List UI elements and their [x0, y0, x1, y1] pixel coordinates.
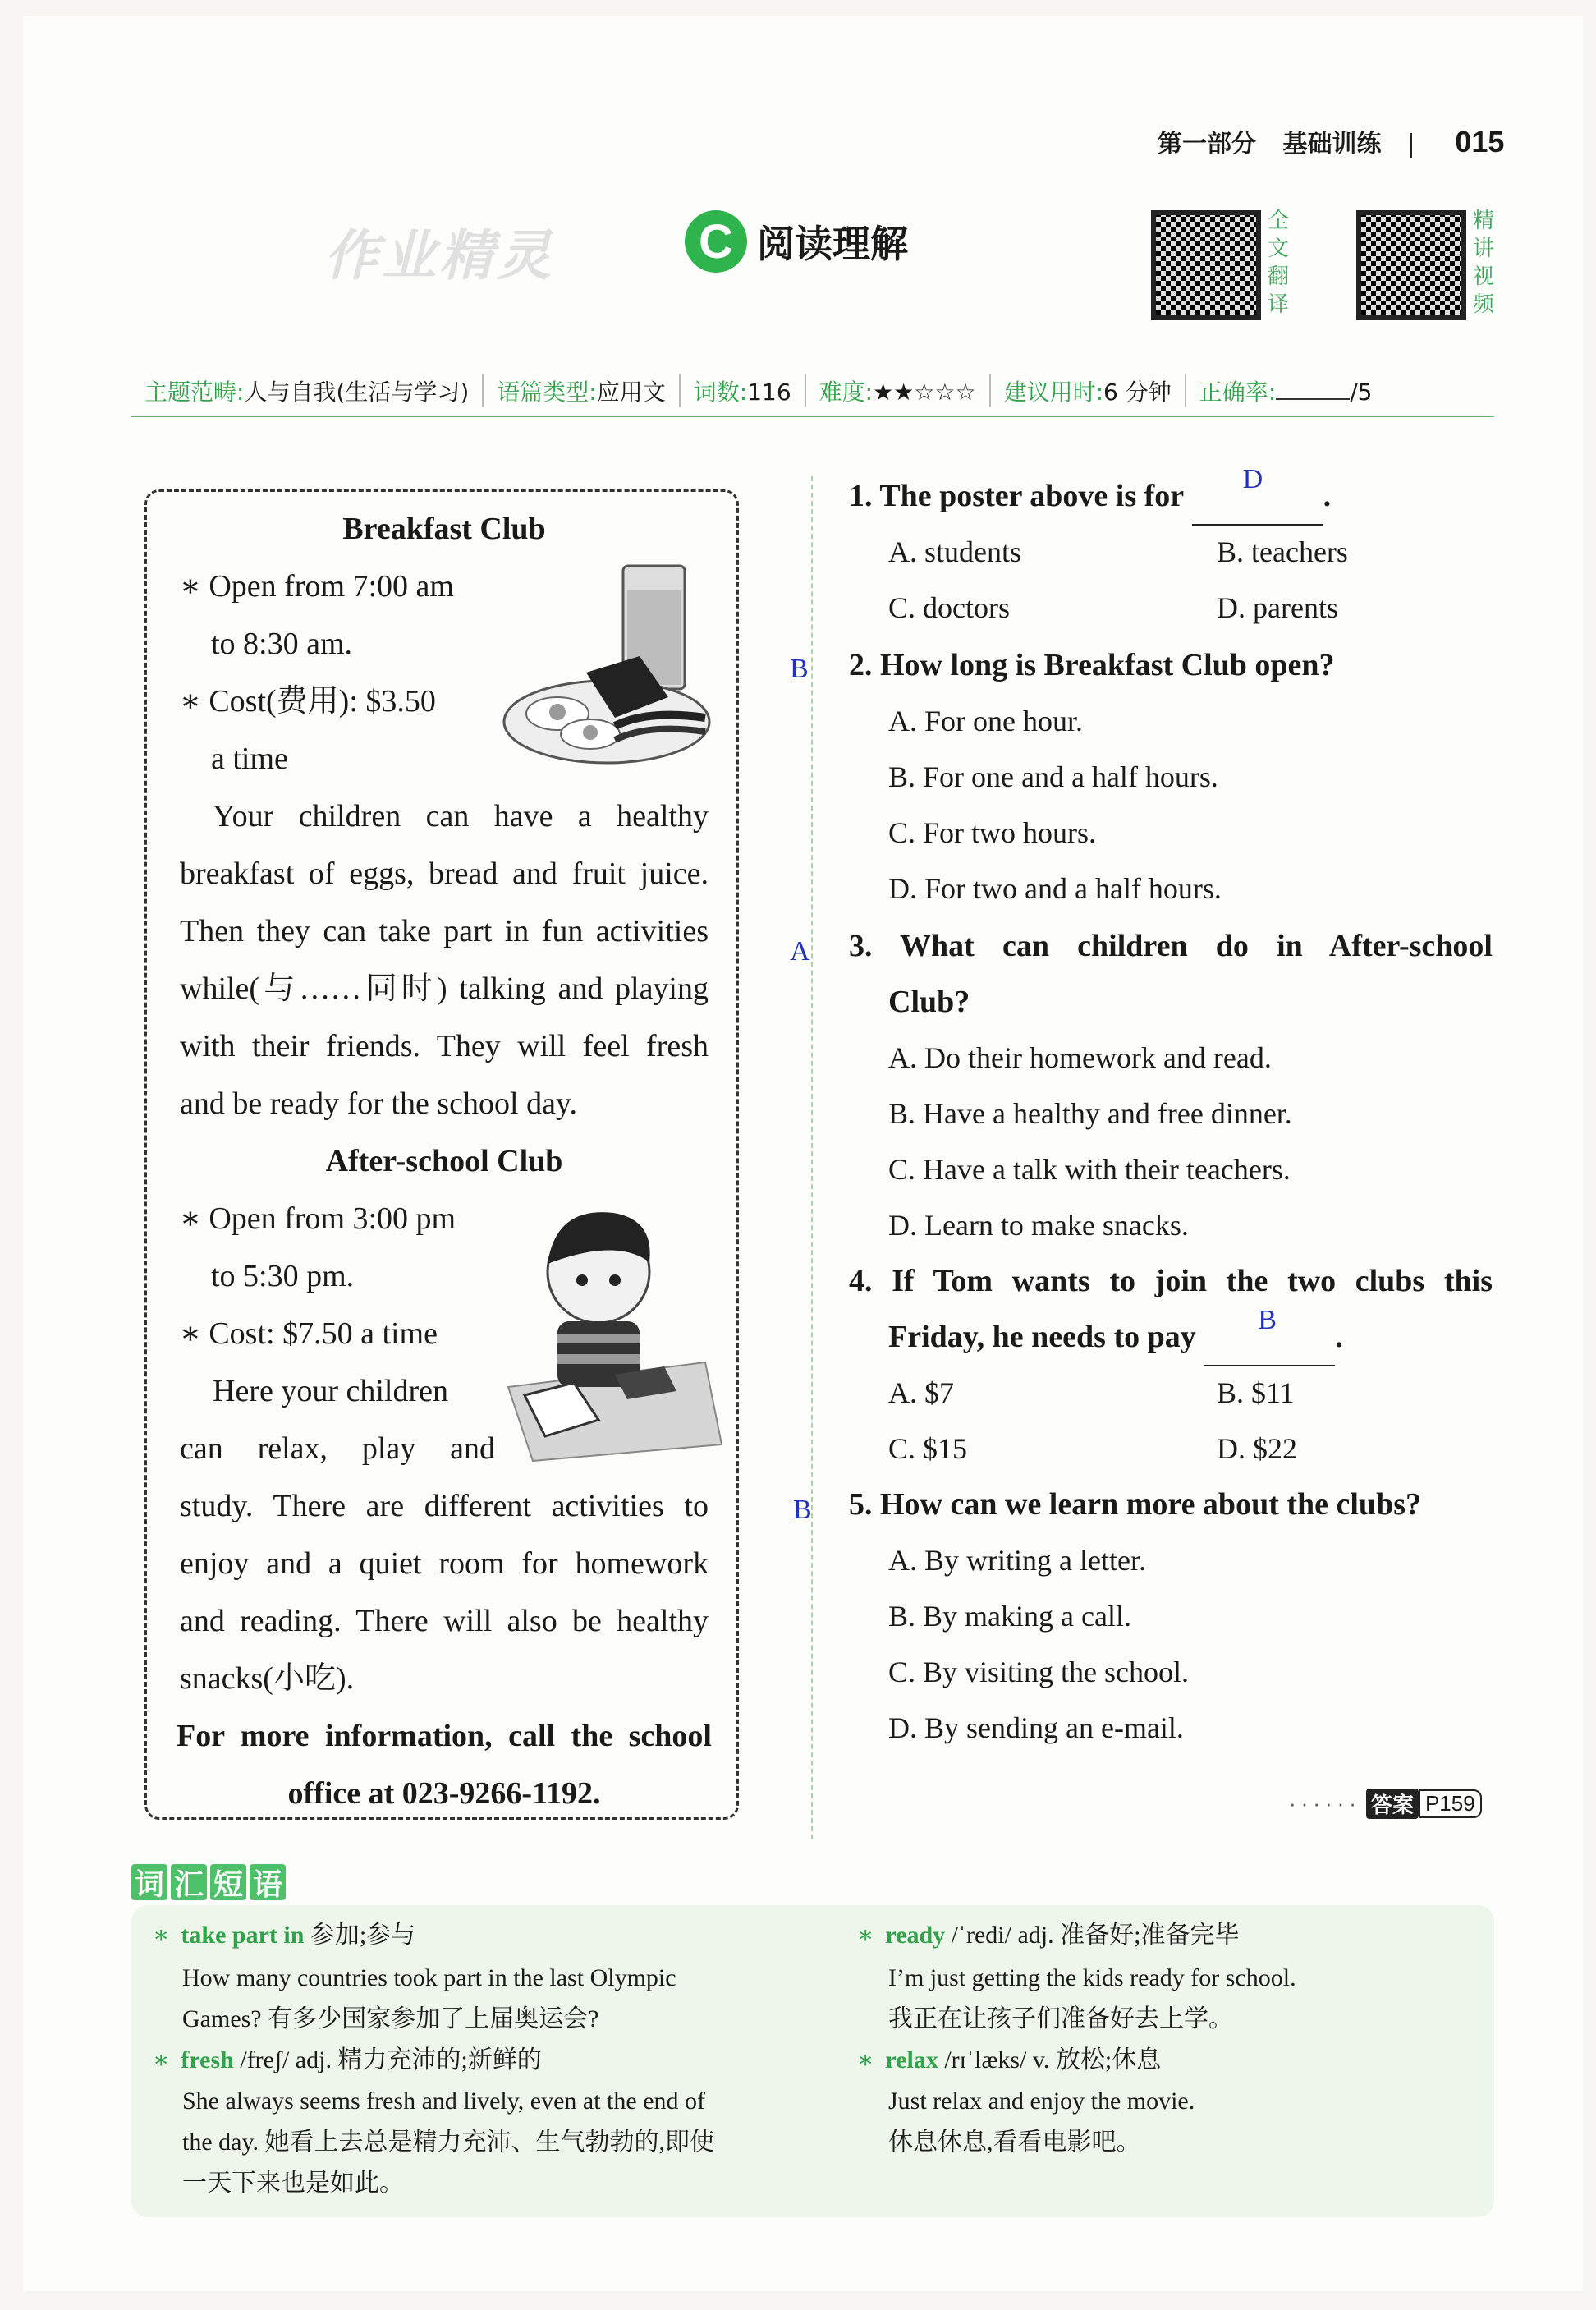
breakfast-para-line3: Then they can take part in fun activities — [180, 914, 709, 948]
qr-code-video[interactable] — [1356, 210, 1466, 320]
q4-answer-blank[interactable] — [1204, 1305, 1335, 1366]
q1-option-a[interactable]: A. students — [888, 535, 1021, 568]
breakfast-cost-line1: ∗ Cost(费用): $3.50 — [180, 684, 436, 719]
q5-option-d[interactable]: D. By sending an e-mail. — [888, 1711, 1184, 1744]
breakfast-club-title: Breakfast Club — [342, 512, 546, 546]
part-label: 第一部分 — [1158, 130, 1256, 158]
breakfast-para-line4: while(与……同时) talking and playing — [180, 971, 709, 1006]
q3-option-a[interactable]: A. Do their homework and read. — [888, 1041, 1272, 1074]
after-open-line1: ∗ Open from 3:00 pm — [180, 1201, 456, 1236]
after-para-line5: and reading. There will also be healthy — [180, 1604, 709, 1638]
more-info-line2: office at 023-9266-1192. — [287, 1776, 601, 1811]
vocab-relax-example1: Just relax and enjoy the movie. — [888, 2087, 1195, 2115]
vocab-take-part-in-example2: Games? 有多少国家参加了上届奥运会? — [182, 2005, 599, 2032]
info-time: 建议用时:6 分钟 — [991, 374, 1186, 407]
after-para-line1: Here your children — [213, 1374, 448, 1408]
vocab-fresh-example1: She always seems fresh and lively, even at the end of — [182, 2087, 706, 2115]
qr-label-translation: 全文翻译 — [1268, 209, 1290, 317]
q3-option-b[interactable]: B. Have a healthy and free dinner. — [888, 1097, 1292, 1130]
q1-handwritten-answer: D — [1242, 464, 1264, 494]
info-bar — [131, 366, 1494, 417]
q2-option-c[interactable]: C. For two hours. — [888, 816, 1097, 849]
after-school-club-title: After-school Club — [325, 1144, 563, 1178]
q4-option-a[interactable]: A. $7 — [888, 1376, 954, 1409]
breakfast-cost-line2: a time — [211, 742, 288, 776]
q4-option-c[interactable]: C. $15 — [888, 1432, 968, 1465]
q5-option-a[interactable]: A. By writing a letter. — [888, 1544, 1146, 1577]
answer-key-label: 答案 — [1366, 1789, 1419, 1819]
vocab-relax: ∗ relax /rɪˈlæks/ v. 放松;休息 — [857, 2046, 1162, 2073]
info-difficulty: 难度:★★☆☆☆ — [806, 374, 991, 407]
q4-option-d[interactable]: D. $22 — [1217, 1432, 1297, 1465]
section-title-text: 阅读理解 — [757, 222, 908, 266]
vocab-ready-example1: I’m just getting the kids ready for school. — [888, 1964, 1296, 1991]
breakfast-illustration — [500, 558, 722, 771]
q5-option-b[interactable]: B. By making a call. — [888, 1600, 1131, 1633]
leader-dots: ······ — [1289, 1791, 1361, 1816]
breakfast-para-line1: Your children can have a healthy — [213, 799, 709, 834]
q1-option-d[interactable]: D. parents — [1217, 591, 1338, 624]
after-para-line6: snacks(小吃). — [180, 1661, 355, 1696]
q2-option-a[interactable]: A. For one hour. — [888, 705, 1083, 737]
q3-option-c[interactable]: C. Have a talk with their teachers. — [888, 1153, 1291, 1186]
section-title — [685, 210, 908, 273]
page-header — [1158, 123, 1504, 159]
question-2: 2. How long is Breakfast Club open? — [849, 648, 1335, 682]
after-para-line2: can relax, play and — [180, 1431, 495, 1466]
question-1: 1. The poster above is for D . — [849, 468, 1331, 526]
section-label: 基础训练 — [1282, 130, 1382, 158]
vocab-ready: ∗ ready /ˈredi/ adj. 准备好;准备完毕 — [857, 1922, 1240, 1949]
vocab-take-part-in-example1: How many countries took part in the last Olympic — [182, 1964, 676, 1991]
reading-section-icon: C — [685, 210, 747, 273]
breakfast-para-line6: and be ready for the school day. — [180, 1086, 577, 1121]
q2-option-b[interactable]: B. For one and a half hours. — [888, 760, 1218, 793]
q3-option-d[interactable]: D. Learn to make snacks. — [888, 1209, 1189, 1242]
breakfast-open-line2: to 8:30 am. — [211, 627, 353, 661]
watermark-logo: 作业精灵 — [324, 224, 554, 287]
after-para-line3: study. There are different activities to — [180, 1489, 709, 1523]
club-poster — [144, 489, 739, 1820]
vocab-fresh-example3: 一天下来也是如此。 — [182, 2170, 404, 2197]
accuracy-blank[interactable] — [1276, 398, 1350, 400]
info-words: 词数:116 — [681, 374, 806, 407]
question-4-line2: Friday, he needs to pay B . — [888, 1309, 1343, 1366]
header-divider — [1410, 133, 1412, 158]
breakfast-para-line2: breakfast of eggs, bread and fruit juice. — [180, 856, 709, 891]
after-open-line2: to 5:30 pm. — [211, 1259, 355, 1293]
q5-option-c[interactable]: C. By visiting the school. — [888, 1656, 1190, 1688]
breakfast-para-line5: with their friends. They will feel fresh — [180, 1029, 709, 1063]
q4-handwritten-answer: B — [1258, 1305, 1277, 1335]
page-number: 015 — [1455, 125, 1505, 158]
answer-key-page: P159 — [1419, 1789, 1482, 1818]
breakfast-open-line1: ∗ Open from 7:00 am — [180, 569, 454, 604]
column-divider — [811, 476, 813, 1839]
q2-option-d[interactable]: D. For two and a half hours. — [888, 872, 1222, 905]
answer-key-link[interactable] — [1289, 1789, 1482, 1819]
info-type: 语篇类型:应用文 — [484, 374, 680, 407]
more-info-line1: For more information, call the school — [177, 1719, 712, 1753]
after-para-line4: enjoy and a quiet room for homework — [180, 1546, 709, 1581]
vocab-ready-example2: 我正在让孩子们准备好去上学。 — [888, 2005, 1233, 2032]
q2-handwritten-answer: B — [790, 654, 809, 684]
vocab-fresh-example2: the day. 她看上去总是精力充沛、生气勃勃的,即使 — [182, 2129, 715, 2156]
vocab-take-part-in: ∗ take part in 参加;参与 — [153, 1922, 416, 1949]
info-accuracy: 正确率: /5 — [1199, 379, 1373, 406]
vocab-relax-example2: 休息休息,看看电影吧。 — [888, 2129, 1141, 2156]
boy-reading-illustration — [500, 1198, 722, 1469]
info-theme: 主题范畴:人与自我(生活与学习) — [131, 374, 484, 407]
question-4-line1: 4. If Tom wants to join the two clubs this — [849, 1264, 1493, 1298]
q1-option-b[interactable]: B. teachers — [1217, 535, 1348, 568]
q1-answer-blank[interactable] — [1192, 464, 1323, 526]
question-3-line1: 3. What can children do in After-school — [849, 929, 1493, 963]
qr-label-video: 精讲视频 — [1473, 209, 1495, 317]
qr-code-translation[interactable] — [1151, 210, 1261, 320]
question-3-line2: Club? — [888, 985, 970, 1019]
question-5: 5. How can we learn more about the clubs? — [849, 1487, 1421, 1522]
vocab-section-title: 词 汇 短 语 — [131, 1864, 286, 1900]
q1-option-c[interactable]: C. doctors — [888, 591, 1010, 624]
q3-handwritten-answer: A — [790, 936, 810, 967]
vocab-fresh: ∗ fresh /freʃ/ adj. 精力充沛的;新鲜的 — [153, 2046, 542, 2073]
q5-handwritten-answer: B — [793, 1495, 812, 1525]
after-cost-line: ∗ Cost: $7.50 a time — [180, 1316, 438, 1351]
q4-option-b[interactable]: B. $11 — [1217, 1376, 1295, 1409]
